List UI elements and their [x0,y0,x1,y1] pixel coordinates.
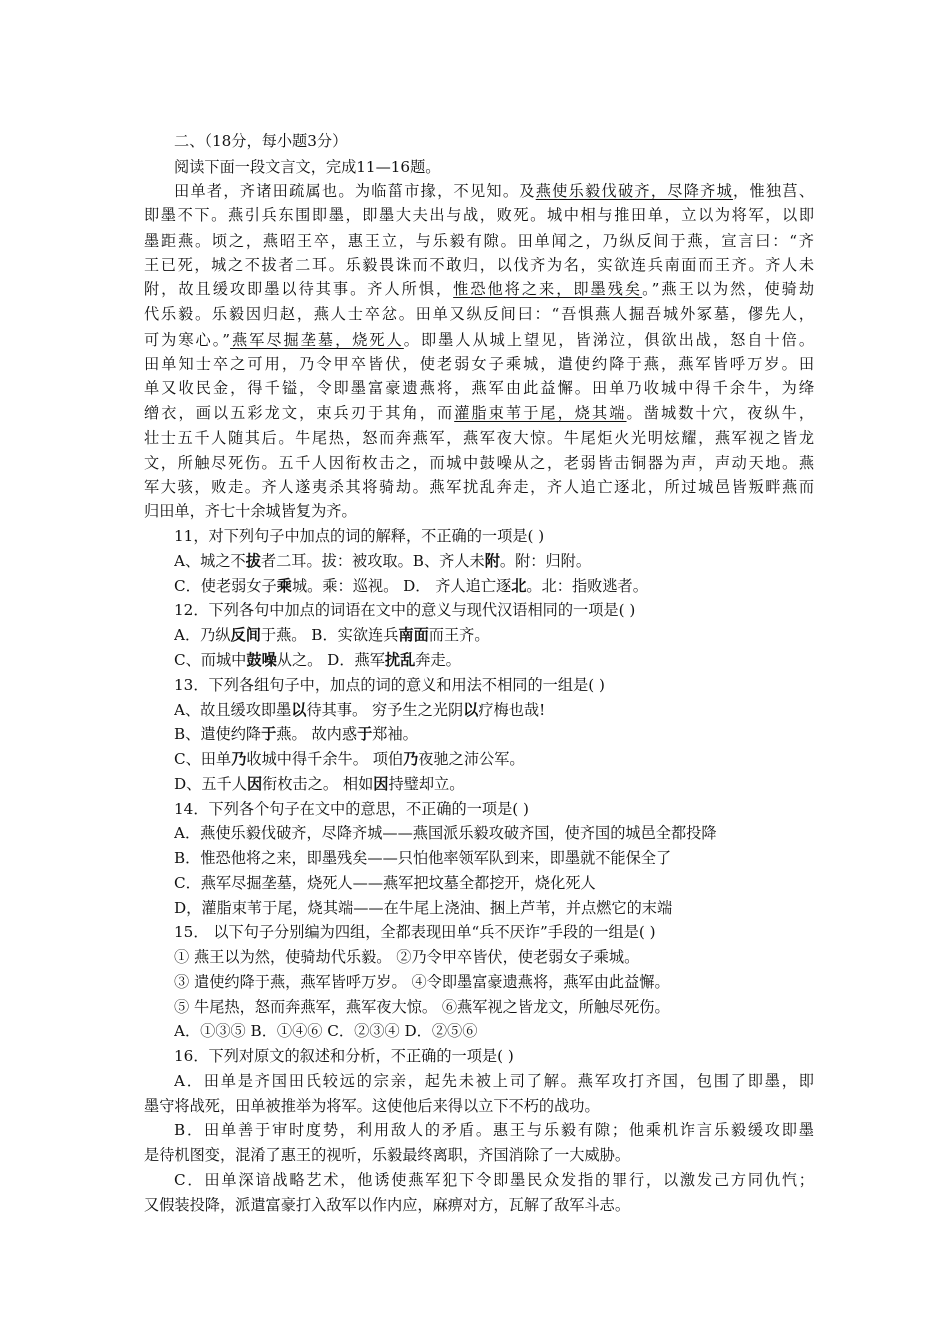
underlined-phrase: 燕军尽掘垄墓，烧死人 [230,331,404,349]
text-run: 。北：指败逃者。 [526,577,648,595]
q11-options-cd [174,576,814,596]
q13-option-d [174,774,814,794]
text-run: 。凿城数十穴，夜纵牛， [626,404,814,422]
dotted-word: 以 [463,701,479,719]
q16-option-b: B．田单善于审时度势，利用敌人的矛盾。惠王与乐毅有隙；他乘机诈言乐毅缓攻即墨 [174,1121,814,1139]
text-run: 即墨不下。燕引兵东围即墨，即墨大夫出与战，败死。城中相与推田单，立以为将军，以即 [144,206,814,224]
text-run: 收城中得千余牛。 项伯 [246,750,404,768]
q11-options-ab [174,551,814,571]
q13-option-c [174,749,814,769]
text-run: A、城之不 [174,552,246,570]
q11-stem: 11，对下列句子中加点的词的解释，不正确的一项是( ) [174,527,545,545]
q14-option-c: C．燕军尽掘垄墓，烧死人——燕军把坟墓全都挖开，烧化死人 [174,874,596,892]
text-run: 可为寒心。” [144,331,231,349]
section-instruction: 阅读下面一段文言文，完成11—16题。 [174,158,441,176]
passage-line [144,453,814,473]
text-run: 奔走。 [415,651,461,669]
text-run: 归田单，齐七十余城皆复为齐。 [144,502,357,520]
q12-stem: 12．下列各句中加点的词语在文中的意义与现代汉语相同的一项是( ) [174,601,636,619]
q13-option-a [174,700,814,720]
passage-line [144,330,814,350]
q14-option-b: B．惟恐他将之来，即墨残矣——只怕他率领军队到来，即墨就不能保全了 [174,849,672,867]
q12-options-ab [174,625,814,645]
passage-line [144,304,814,324]
passage-line [174,181,814,201]
q14-option-d: D，灌脂束苇于尾，烧其端——在牛尾上浇油、捆上芦苇，并点燃它的末端 [174,899,673,917]
text-run: 而王齐。 [428,626,490,644]
text-run: 衔枚击之。 相如 [262,775,374,793]
underlined-phrase: 惟恐他将之来，即墨残矣 [453,280,643,298]
text-run: A．乃纵 [174,626,231,644]
q13-option-b [174,724,814,744]
text-run: B、遣使约降 [174,725,262,743]
q12-options-cd [174,650,814,670]
text-run: 持璧却立。 [388,775,465,793]
text-run: 壮士五千人随其后。牛尾热，怒而奔燕军，燕军夜大惊。牛尾炬火光明炫耀，燕军视之皆龙 [144,429,814,447]
dotted-word: 乃 [231,750,247,768]
text-run: 附，故且缓攻即墨以待其事。齐人所惧， [144,280,454,298]
passage-line [144,477,814,497]
text-run: 疗梅也哉! [478,701,546,719]
passage-line [144,354,814,374]
passage-line [144,428,814,448]
q15-row-1: ① 燕王以为然，使骑劫代乐毅。 ②乃令甲卒皆伏，使老弱女子乘城。 [174,948,640,966]
text-run: C．使老弱女子 [174,577,277,595]
text-run: 代乐毅。乐毅因归赵，燕人士卒忿。田单又纵反间曰：“吾惧燕人掘吾城外冢墓，僇先人， [144,305,814,323]
text-run: 待其事。 穷予生之光阴 [306,701,464,719]
text-run: A、故且缓攻即墨 [174,701,292,719]
dotted-word: 于 [261,725,277,743]
dotted-word: 拔 [245,552,261,570]
dotted-word: 以 [291,701,307,719]
dotted-word: 因 [246,775,263,793]
text-run: 。附：归附。 [499,552,592,570]
q13-stem: 13．下列各组句子中，加点的词的意义和用法不相同的一组是( ) [174,676,605,694]
text-run: 夜驰之沛公军。 [418,750,525,768]
text-run: C、田单 [174,750,232,768]
q15-options: A．①③⑤ B．①④⑥ C．②③④ D．②⑤⑥ [174,1022,478,1040]
dotted-word: 扰乱 [384,651,416,669]
text-run: 王已死，城之不拔者二耳。乐毅畏诛而不敢归，以伐齐为名，实欲连兵南面而王齐。齐人未 [144,256,814,274]
q16-stem: 16．下列对原文的叙述和分析，不正确的一项是( ) [174,1047,514,1065]
text-run: 于燕。 B．实欲连兵 [260,626,399,644]
dotted-word: 北 [511,577,527,595]
dotted-word: 于 [357,725,373,743]
text-run: 缯衣，画以五彩龙文，束兵刃于其角，而 [144,404,455,422]
text-run: 文，所触尽死伤。五千人因衔枚击之，而城中鼓噪从之，老弱皆击铜器为声，声动天地。燕 [144,454,814,472]
dotted-word: 乃 [403,750,419,768]
dotted-word: 南面 [398,626,429,644]
q16-option-c-cont: 又假装投降，派遣富豪打入敌军以作内应，麻痹对方，瓦解了敌军斗志。 [144,1196,630,1214]
dotted-word: 附 [484,552,500,570]
passage-line [144,279,814,299]
text-run: 者二耳。拔：被攻取。B、齐人未 [260,552,485,570]
dotted-word: 乘 [276,577,292,595]
q15-stem: 15． 以下句子分别编为四组，全都表现田单“兵不厌诈”手段的一组是( ) [174,923,656,941]
passage-line [144,403,814,423]
q14-stem: 14．下列各个句子在文中的意思，不正确的一项是( ) [174,800,529,818]
dotted-word: 反间 [230,626,261,644]
text-run: 单又收民金，得千镒，令即墨富豪遗燕将，燕军由此益懈。田单乃收城中得千余牛，为绛 [144,379,814,397]
q15-row-3: ⑤ 牛尾热，怒而奔燕军，燕军夜大惊。 ⑥燕军视之皆龙文，所触尽死伤。 [174,998,670,1016]
text-run: C、而城中 [174,651,247,669]
text-run: ，惟独莒、 [733,182,814,200]
q16-option-b-cont: 是待机图变，混淆了惠王的视听，乐毅最终离职，齐国消除了一大威胁。 [144,1146,630,1164]
section-header: 二、（18分，每小题3分） [174,132,348,150]
q14-option-a: A．燕使乐毅伐破齐，尽降齐城——燕国派乐毅攻破齐国，使齐国的城邑全都投降 [174,824,717,842]
text-run: 军大骇，败走。齐人遂夷杀其将骑劫。燕军扰乱奔走，齐人追亡逐北，所过城邑皆叛畔燕而 [144,478,814,496]
q15-row-2: ③ 遣使约降于燕，燕军皆呼万岁。 ④令即墨富豪遗燕将，燕军由此益懈。 [174,973,670,991]
passage-line [144,501,814,521]
text-run: 田单者，齐诸田疏属也。为临菑市掾，不见知。及 [174,182,536,200]
text-run: 从之。 D．燕军 [276,651,385,669]
text-run: 墨距燕。顷之，燕昭王卒，惠王立，与乐毅有隙。田单闻之，乃纵反间于燕，宣言曰：“齐 [144,232,814,250]
text-run: 田单知士卒之可用，乃令甲卒皆伏，使老弱女子乘城，遣使约降于燕，燕军皆呼万岁。田 [144,355,814,373]
q16-option-a: A．田单是齐国田氏较远的宗亲，起先未被上司了解。燕军攻打齐国，包围了即墨，即 [174,1072,814,1090]
passage-line [144,205,814,225]
q16-option-a-cont: 墨守将战死，田单被推举为将军。这使他后来得以立下不朽的战功。 [144,1097,600,1115]
text-run: 郑袖。 [372,725,418,743]
underlined-phrase: 燕使乐毅伐破齐，尽降齐城 [535,182,734,200]
passage-line [144,378,814,398]
text-run: 城。乘：巡视。 D． 齐人追亡逐 [291,577,512,595]
text-run: D、五千人 [174,775,247,793]
text-run: 。即墨人从城上望见，皆涕泣，俱欲出战，怒自十倍。 [403,331,814,349]
text-run: 。”燕王以为然，使骑劫 [642,280,814,298]
passage-line [144,255,814,275]
dotted-word: 因 [373,775,389,793]
text-run: 燕。 故内惑 [276,725,358,743]
dotted-word: 鼓噪 [246,651,277,669]
passage-line [144,231,814,251]
q16-option-c: C．田单深谙战略艺术，他诱使燕军犯下令即墨民众发指的罪行，以激发己方同仇忾； [174,1171,814,1189]
underlined-phrase: 灌脂束苇于尾，烧其端 [454,404,627,422]
